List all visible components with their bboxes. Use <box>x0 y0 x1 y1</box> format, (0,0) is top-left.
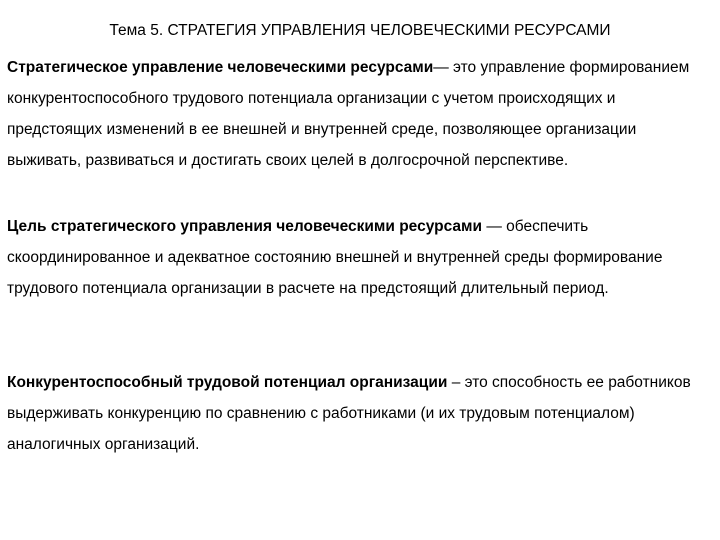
term-goal: Цель стратегического управления человеческими ресурсами <box>7 218 483 235</box>
definition-paragraph-goal <box>7 211 719 304</box>
paragraph-line: трудового потенциала организации в расчете на предстоящий длительный период. <box>7 280 609 297</box>
definition-text: — это управление формированием <box>433 59 690 76</box>
paragraph-line: предстоящих изменений в ее внешней и внутренней среде, позволяющее организации <box>7 121 637 138</box>
paragraph-line: конкурентоспособного трудового потенциала организации с учетом происходящих и <box>7 90 616 107</box>
definition-paragraph-strategic-hrm <box>7 52 719 176</box>
paragraph-line: выживать, развиваться и достигать своих целей в долгосрочной перспективе. <box>7 152 569 169</box>
paragraph-line: скоординированное и адекватное состоянию внешней и внутренней среды формирование <box>7 249 663 266</box>
definition-text: — обеспечить <box>482 218 589 235</box>
term-competitive-potential: Конкурентоспособный трудовой потенциал организации <box>7 374 448 391</box>
slide-title: Тема 5. СТРАТЕГИЯ УПРАВЛЕНИЯ ЧЕЛОВЕЧЕСКИМИ РЕСУРСАМИ <box>109 22 611 39</box>
definition-paragraph-competitive-potential <box>7 367 719 460</box>
term-strategic-hrm: Стратегическое управление человеческими ресурсами <box>7 59 434 76</box>
paragraph-line: выдерживать конкуренцию по сравнению с работниками (и их трудовым потенциалом) <box>7 405 635 422</box>
paragraph-line <box>7 52 719 83</box>
paragraph-line <box>7 367 719 398</box>
paragraph-line <box>7 211 719 242</box>
definition-text: – это способность ее работников <box>447 374 691 391</box>
paragraph-line: аналогичных организаций. <box>7 436 200 453</box>
